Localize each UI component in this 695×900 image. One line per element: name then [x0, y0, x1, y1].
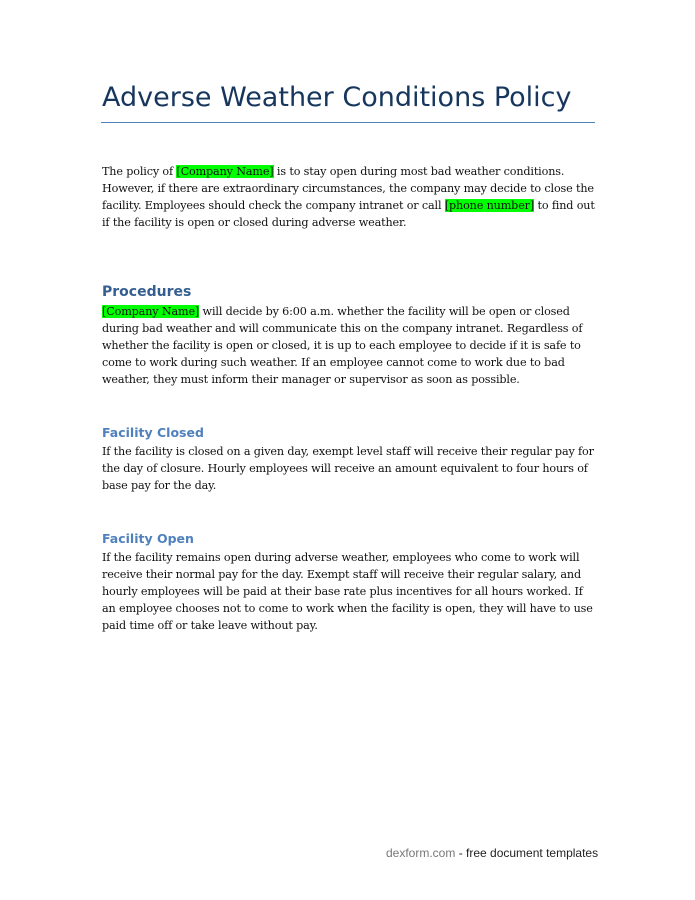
intro-paragraph — [102, 163, 597, 231]
facility-open-paragraph: If the facility remains open during adverse weather, employees who come to work will receive their normal pay for the day. Exempt staff will receive their regular salary, and hourly employees will be paid at their base rate plus incentives for all hours worked. If an employee chooses not to come to work when the facility is open, they will have to use paid time off or take leave without pay. — [102, 551, 593, 632]
facility-closed-paragraph: If the facility is closed on a given day, exempt level staff will receive their regular pay for the day of closure. Hourly employees will receive an amount equivalent to four hours of base pay for the day. — [102, 445, 594, 492]
intro-text-2: is to stay open during most bad weather conditions. However, if there are extraordinary circumstances, the company may decide to close the facility. Employees should check the company intranet or call — [102, 165, 594, 212]
footer-brand-link[interactable]: dexform.com — [386, 846, 456, 860]
procedures-heading: Procedures — [102, 284, 192, 300]
footer-tagline: - free document templates — [455, 846, 599, 860]
page-title: Adverse Weather Conditions Policy — [102, 82, 572, 113]
procedures-text: will decide by 6:00 a.m. whether the facility will be open or closed during bad weather and will communicate this on the company intranet. Regardless of whether the facility is open or closed, it is up to each employee to decide if it is safe to come to work during such weather. If an employee cannot come to work due to bad weather, they must inform their manager or supervisor as soon as possible. — [102, 305, 583, 386]
facility-closed-heading: Facility Closed — [102, 425, 204, 440]
facility-open-heading: Facility Open — [102, 531, 194, 546]
intro-text-3: to find out if the facility is open or closed during adverse weather. — [102, 199, 595, 229]
company-name-placeholder: [Company Name] — [102, 305, 200, 318]
title-divider — [101, 122, 595, 123]
footer — [386, 846, 598, 860]
intro-text-1: The policy of — [102, 165, 177, 178]
company-name-placeholder: [Company Name] — [176, 165, 274, 178]
phone-number-placeholder: [phone number] — [444, 199, 535, 212]
procedures-paragraph — [102, 303, 597, 388]
